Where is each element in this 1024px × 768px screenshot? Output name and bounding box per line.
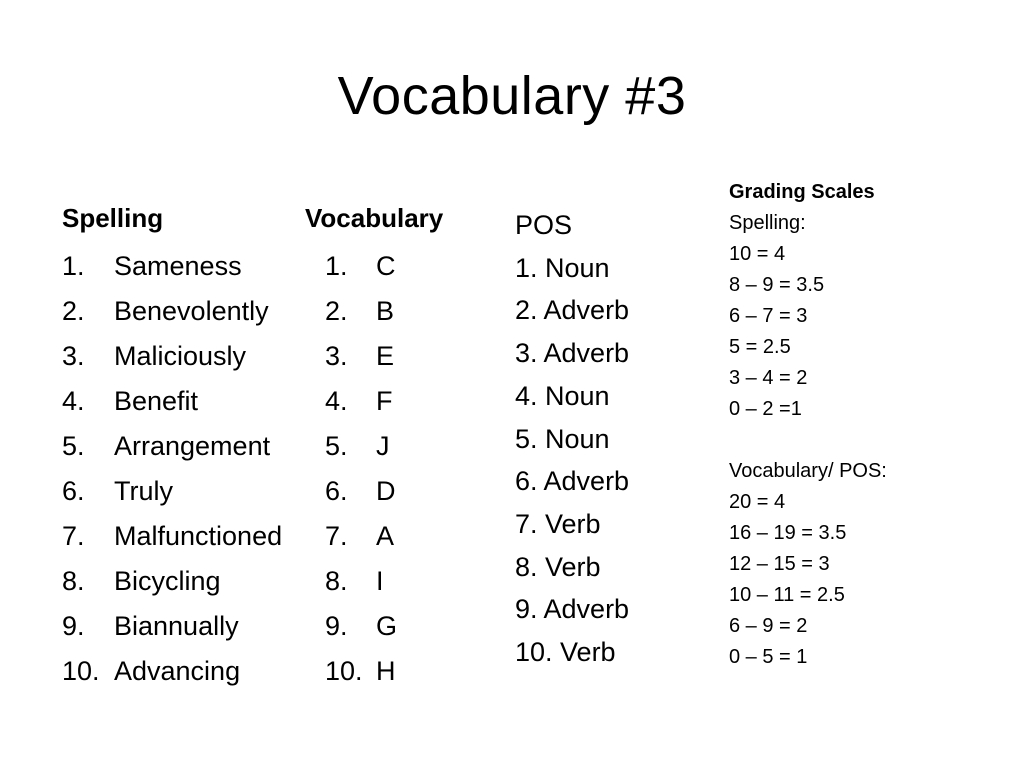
pos-heading: POS [515,210,573,240]
vocabulary-item-number: 9. [325,611,348,641]
grading-vocab-row: 10 – 11 = 2.5 [729,584,845,606]
vocabulary-item [325,334,475,379]
vocabulary-item [325,469,475,514]
vocabulary-item-answer: F [376,386,393,416]
spelling-item-number: 7. [62,521,85,551]
vocabulary-item-answer: H [376,656,396,686]
spelling-item-word: Malfunctioned [114,521,283,551]
vocabulary-item-answer: I [376,566,384,596]
pos-item: 10. Verb [515,637,616,668]
pos-item: 2. Adverb [515,295,630,326]
spelling-item-number: 8. [62,566,85,596]
spelling-item-number: 1. [62,251,85,281]
grading-title: Grading Scales [729,181,875,203]
grading-spelling-row: 6 – 7 = 3 [729,305,808,327]
spelling-item-number: 9. [62,611,85,641]
grading-vocab-row: 6 – 9 = 2 [729,615,808,637]
grading-spelling-row: 5 = 2.5 [729,336,791,358]
spelling-item-word: Benefit [114,386,199,416]
pos-item: 5. Noun [515,423,610,454]
spelling-item [62,334,324,379]
grading-vocab-row: 12 – 15 = 3 [729,553,830,575]
spelling-item [62,289,324,334]
vocabulary-item-number: 3. [325,341,348,371]
spelling-item [62,244,324,289]
vocabulary-item-number: 1. [325,251,348,281]
grading-scales [729,177,887,673]
grading-spacer [729,425,887,456]
vocabulary-item-answer: A [376,521,395,551]
spelling-item [62,604,324,649]
spelling-item-word: Benevolently [114,296,269,326]
grading-spelling-row: 0 – 2 =1 [729,398,802,420]
vocabulary-item [325,514,475,559]
spelling-heading: Spelling [62,203,164,233]
spelling-item-word: Sameness [114,251,242,281]
pos-item: 6. Adverb [515,466,630,497]
slide-title: Vocabulary #3 [337,66,687,126]
spelling-item-word: Bicycling [114,566,221,596]
vocabulary-item-number: 6. [325,476,348,506]
pos-item: 3. Adverb [515,338,630,369]
vocabulary-item-answer: E [376,341,395,371]
pos-item: 8. Verb [515,551,601,582]
spelling-item-number: 3. [62,341,85,371]
vocabulary-item-number: 8. [325,566,348,596]
spelling-item-word: Arrangement [114,431,271,461]
vocabulary-list [325,244,475,694]
spelling-item [62,559,324,604]
spelling-list [62,244,324,694]
grading-spelling-row: 10 = 4 [729,243,786,265]
vocabulary-heading: Vocabulary [305,203,444,233]
vocabulary-item [325,289,475,334]
pos-item: 4. Noun [515,380,610,411]
spelling-item-number: 2. [62,296,85,326]
spelling-item-number: 5. [62,431,85,461]
vocabulary-item-answer: G [376,611,398,641]
spelling-item-word: Biannually [114,611,239,641]
grading-vocab-label: Vocabulary/ POS: [729,460,887,482]
spelling-item [62,649,324,694]
grading-vocab-row: 0 – 5 = 1 [729,646,808,668]
grading-spelling-row: 8 – 9 = 3.5 [729,274,825,296]
vocabulary-item [325,379,475,424]
vocabulary-item-answer: B [376,296,395,326]
vocabulary-item-number: 4. [325,386,348,416]
pos-item: 7. Verb [515,508,601,539]
vocabulary-item-number: 10. [325,656,363,686]
vocabulary-item-answer: C [376,251,396,281]
spelling-item-number: 6. [62,476,85,506]
pos-item: 9. Adverb [515,594,630,625]
spelling-item-number: 4. [62,386,85,416]
spelling-item [62,514,324,559]
spelling-item [62,469,324,514]
spelling-item [62,379,324,424]
vocabulary-item [325,649,475,694]
vocabulary-item [325,424,475,469]
pos-list [515,204,629,674]
vocabulary-item [325,244,475,289]
grading-spelling-row: 3 – 4 = 2 [729,367,808,389]
pos-item: 1. Noun [515,252,610,283]
spelling-item-word: Maliciously [114,341,247,371]
grading-vocab-row: 16 – 19 = 3.5 [729,522,847,544]
spelling-item-word: Advancing [114,656,241,686]
spelling-item-word: Truly [114,476,173,506]
vocabulary-item-number: 5. [325,431,348,461]
vocabulary-item [325,559,475,604]
vocabulary-item-number: 7. [325,521,348,551]
vocabulary-item-answer: D [376,476,396,506]
vocabulary-item-answer: J [376,431,390,461]
grading-spelling-label: Spelling: [729,212,806,234]
spelling-item-number: 10. [62,656,100,686]
grading-vocab-row: 20 = 4 [729,491,786,513]
vocabulary-item-number: 2. [325,296,348,326]
vocabulary-item [325,604,475,649]
spelling-item [62,424,324,469]
